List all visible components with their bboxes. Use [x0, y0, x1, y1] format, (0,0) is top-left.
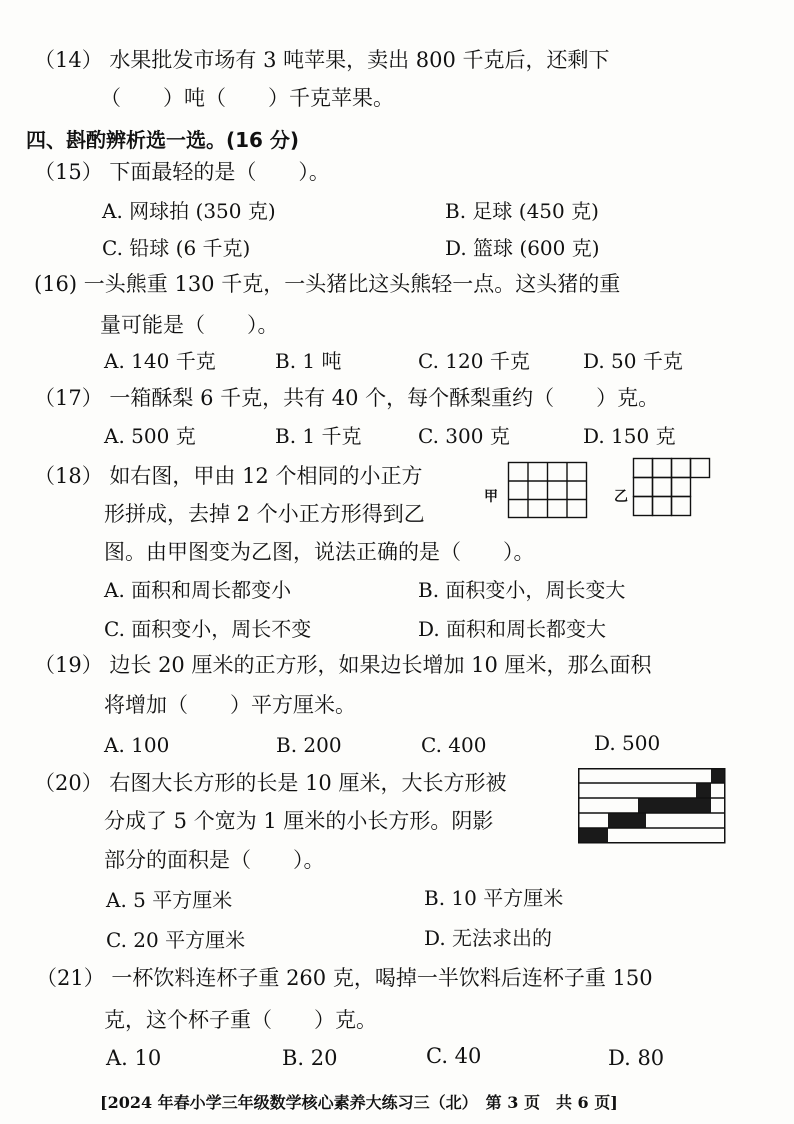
- q19-line1: （19） 边长 20 厘米的正方形，如果边长增加 10 厘米，那么面积: [34, 653, 652, 677]
- figure-jia-grid: [508, 462, 588, 519]
- q21-line2: 克，这个杯子重（ ）克。: [104, 1008, 377, 1032]
- q19-option-b: B. 200: [276, 733, 342, 757]
- figure-rectangle-strips: [578, 768, 726, 846]
- q20-option-c: C. 20 平方厘米: [106, 928, 246, 952]
- q18-option-b: B. 面积变小，周长变大: [418, 578, 626, 602]
- q19-option-d: D. 500: [594, 731, 661, 755]
- figure-jia-label: 甲: [484, 489, 498, 505]
- q15-option-a: A. 网球拍 (350 克): [102, 199, 276, 223]
- q16-option-b: B. 1 吨: [275, 349, 342, 373]
- q16-option-a: A. 140 千克: [104, 349, 216, 373]
- q19-line2: 将增加（ ）平方厘米。: [104, 693, 356, 717]
- page-footer: [2024 年春小学三年级数学核心素养大练习三（北） 第 3 页 共 6 页]: [100, 1093, 618, 1112]
- q18-option-a: A. 面积和周长都变小: [104, 578, 292, 602]
- q18-line3: 图。由甲图变为乙图，说法正确的是（ ）。: [104, 540, 535, 564]
- section-title: 四、斟酌辨析选一选。(16 分): [26, 128, 300, 152]
- q17-option-a: A. 500 克: [104, 424, 196, 448]
- q21-option-d: D. 80: [608, 1046, 665, 1070]
- q18-line2: 形拼成，去掉 2 个小正方形得到乙: [104, 502, 425, 526]
- q14-line1: （14） 水果批发市场有 3 吨苹果，卖出 800 千克后，还剩下: [34, 48, 610, 72]
- q21-option-c: C. 40: [426, 1044, 482, 1068]
- q19-option-a: A. 100: [104, 733, 170, 757]
- q14-line2: （ ）吨（ ）千克苹果。: [100, 86, 394, 110]
- q20-line2: 分成了 5 个宽为 1 厘米的小长方形。阴影: [104, 809, 494, 833]
- figure-yi-grid: [633, 458, 715, 520]
- q17-option-b: B. 1 千克: [275, 424, 362, 448]
- q17-option-d: D. 150 克: [583, 424, 676, 448]
- q17-option-c: C. 300 克: [418, 424, 510, 448]
- q16-line2: 量可能是（ ）。: [100, 313, 279, 337]
- q15-option-b: B. 足球 (450 克): [445, 199, 599, 223]
- q15-option-c: C. 铅球 (6 千克): [102, 236, 251, 260]
- q16-option-c: C. 120 千克: [418, 349, 530, 373]
- q20-line1: （20） 右图大长方形的长是 10 厘米，大长方形被: [34, 771, 507, 795]
- q18-option-d: D. 面积和周长都变大: [418, 617, 607, 641]
- figure-yi-label: 乙: [614, 489, 628, 505]
- q15-stem: （15） 下面最轻的是（ ）。: [34, 160, 330, 184]
- q20-option-b: B. 10 平方厘米: [424, 886, 564, 910]
- q18-option-c: C. 面积变小，周长不变: [104, 617, 312, 641]
- q16-line1: (16) 一头熊重 130 千克，一头猪比这头熊轻一点。这头猪的重: [34, 272, 621, 296]
- q20-option-a: A. 5 平方厘米: [106, 888, 233, 912]
- q20-line3: 部分的面积是（ ）。: [104, 848, 325, 872]
- q21-line1: （21） 一杯饮料连杯子重 260 克，喝掉一半饮料后连杯子重 150: [36, 966, 653, 990]
- q15-option-d: D. 篮球 (600 克): [445, 236, 600, 260]
- q21-option-b: B. 20: [282, 1046, 338, 1070]
- q17-stem: （17） 一箱酥梨 6 千克，共有 40 个，每个酥梨重约（ ）克。: [34, 386, 660, 410]
- q18-line1: （18） 如右图，甲由 12 个相同的小正方: [34, 464, 423, 488]
- q21-option-a: A. 10: [106, 1046, 162, 1070]
- q19-option-c: C. 400: [421, 733, 487, 757]
- q20-option-d: D. 无法求出的: [424, 926, 553, 950]
- q16-option-d: D. 50 千克: [583, 349, 683, 373]
